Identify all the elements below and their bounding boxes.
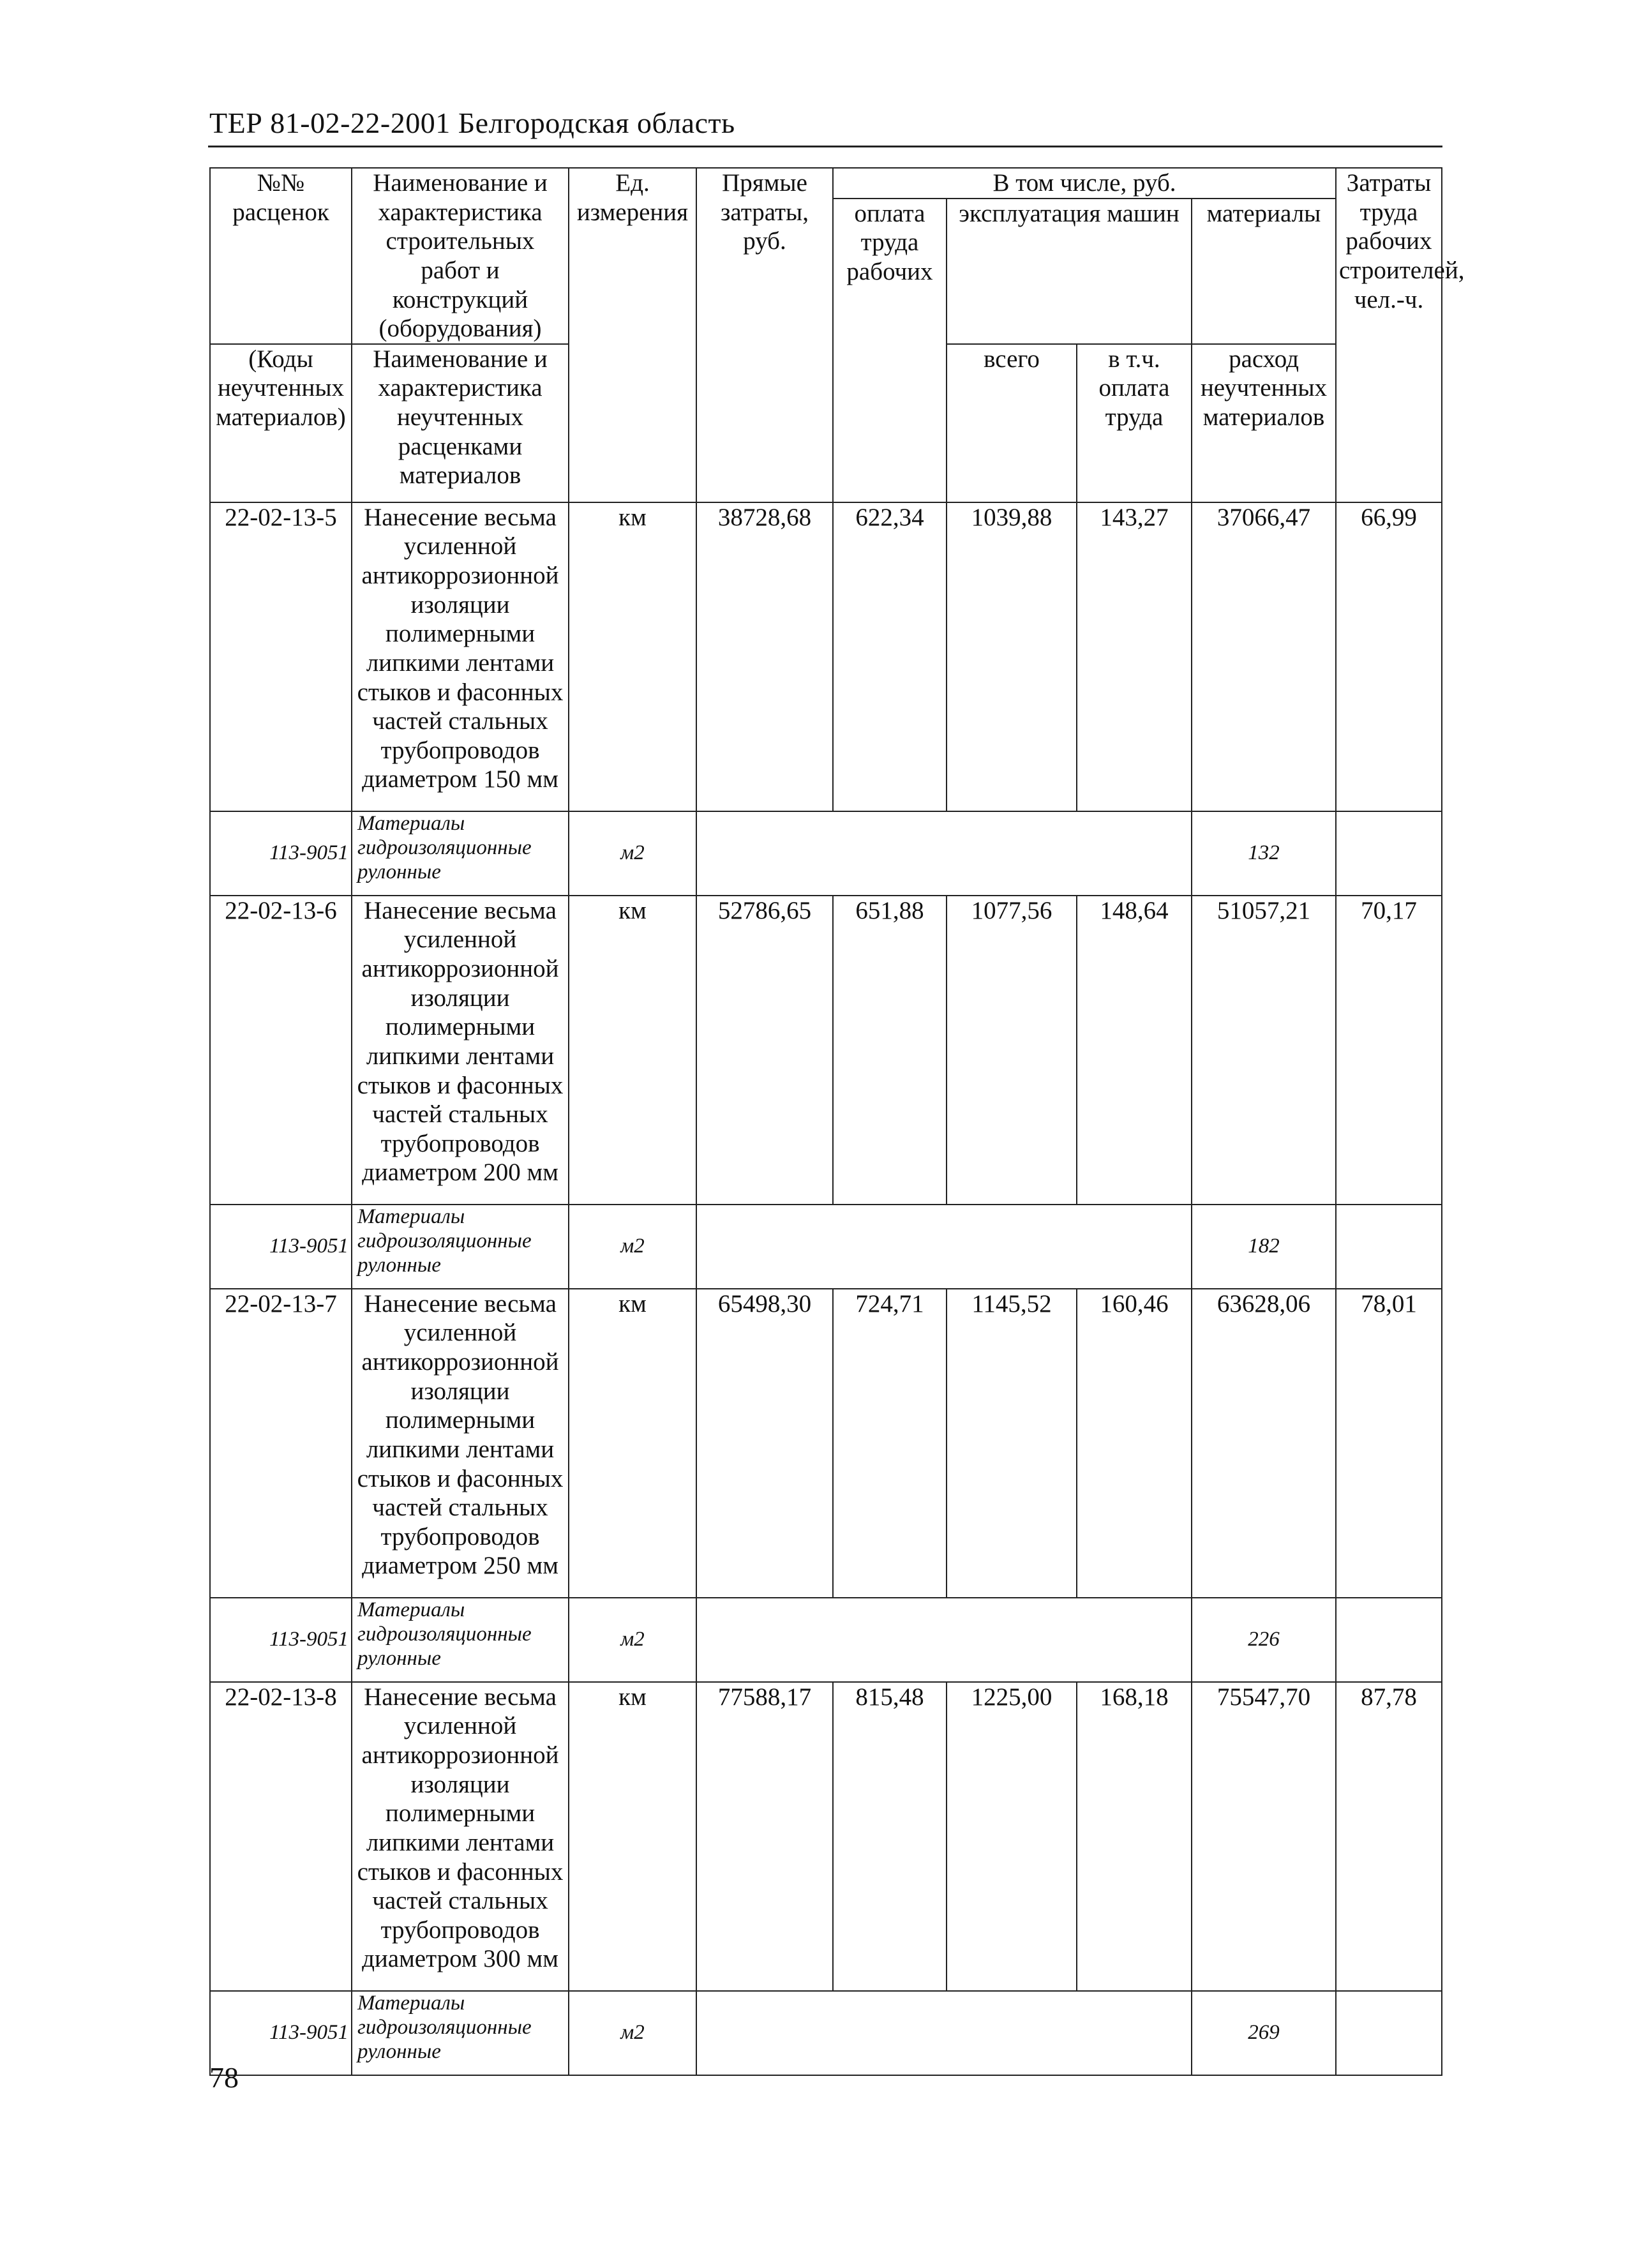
table-row — [210, 1289, 1442, 1598]
rate-code: 22-02-13-6 — [210, 896, 352, 1205]
header-machines: эксплуатация машин — [947, 199, 1192, 344]
material-amount: 132 — [1192, 811, 1336, 896]
material-name: Материалы гидроизоляционные рулонные — [352, 1205, 569, 1289]
header-including: В том числе, руб. — [833, 168, 1336, 199]
header-materials-consumption: расход неучтенных материалов — [1192, 344, 1336, 502]
material-amount: 226 — [1192, 1598, 1336, 1682]
material-name: Материалы гидроизоляционные рулонные — [352, 1598, 569, 1682]
wages: 815,48 — [833, 1682, 947, 1991]
rate-code: 22-02-13-8 — [210, 1682, 352, 1991]
table-row — [210, 896, 1442, 1205]
labor-costs: 70,17 — [1336, 896, 1442, 1205]
material-code: 113-9051 — [210, 1205, 352, 1289]
material-blank — [1336, 1205, 1442, 1289]
labor-costs: 66,99 — [1336, 502, 1442, 811]
material-blank — [1336, 811, 1442, 896]
header-material-codes: (Коды неучтенных материалов) — [210, 344, 352, 502]
machines-total: 1077,56 — [947, 896, 1077, 1205]
header-materials: материалы — [1192, 199, 1336, 344]
material-code: 113-9051 — [210, 1991, 352, 2075]
direct-costs: 65498,30 — [696, 1289, 833, 1598]
table-row — [210, 1682, 1442, 1991]
rates-table — [209, 167, 1465, 2076]
machines-wages: 148,64 — [1077, 896, 1192, 1205]
machines-total: 1039,88 — [947, 502, 1077, 811]
work-name: Нанесение весьма усиленной антикоррозионной изоляции полимерными липкими лентами стыков и фасонных частей стальных трубопроводов диаметром 250 мм — [352, 1289, 569, 1598]
material-row — [210, 1598, 1442, 1682]
direct-costs: 38728,68 — [696, 502, 833, 811]
header-material-names: Наименование и характеристика неучтенных расценками материалов — [352, 344, 569, 502]
material-unit: м2 — [569, 1598, 696, 1682]
material-blank — [1336, 1598, 1442, 1682]
materials: 75547,70 — [1192, 1682, 1336, 1991]
header-work-name: Наименование и характеристика строительных работ и конструкций (оборудования) — [352, 168, 569, 344]
unit: км — [569, 1289, 696, 1598]
labor-costs: 87,78 — [1336, 1682, 1442, 1991]
header-rate-number: №№ расценок — [210, 168, 352, 344]
material-blank — [696, 811, 1192, 896]
wages: 724,71 — [833, 1289, 947, 1598]
wages: 651,88 — [833, 896, 947, 1205]
direct-costs: 77588,17 — [696, 1682, 833, 1991]
direct-costs: 52786,65 — [696, 896, 833, 1205]
material-blank — [696, 1205, 1192, 1289]
material-amount: 182 — [1192, 1205, 1336, 1289]
machines-wages: 160,46 — [1077, 1289, 1192, 1598]
material-code: 113-9051 — [210, 811, 352, 896]
labor-costs: 78,01 — [1336, 1289, 1442, 1598]
work-name: Нанесение весьма усиленной антикоррозионной изоляции полимерными липкими лентами стыков и фасонных частей стальных трубопроводов диаметром 150 мм — [352, 502, 569, 811]
table-header-row — [210, 168, 1442, 199]
header-unit: Ед. измерения — [569, 168, 696, 502]
unit: км — [569, 896, 696, 1205]
materials: 51057,21 — [1192, 896, 1336, 1205]
header-wages: оплата труда рабочих — [833, 199, 947, 502]
material-blank — [696, 1598, 1192, 1682]
header-machines-wages: в т.ч. оплата труда — [1077, 344, 1192, 502]
page-number: 78 — [209, 2061, 239, 2094]
material-unit: м2 — [569, 1991, 696, 2075]
document-title: ТЕР 81-02-22-2001 Белгородская область — [209, 107, 735, 139]
material-name: Материалы гидроизоляционные рулонные — [352, 1991, 569, 2075]
material-blank — [696, 1991, 1192, 2075]
materials: 37066,47 — [1192, 502, 1336, 811]
header-labor-costs: Затраты труда рабочих строителей, чел.-ч. — [1336, 168, 1442, 502]
material-code: 113-9051 — [210, 1598, 352, 1682]
material-row — [210, 1991, 1442, 2075]
machines-total: 1145,52 — [947, 1289, 1077, 1598]
material-amount: 269 — [1192, 1991, 1336, 2075]
machines-wages: 143,27 — [1077, 502, 1192, 811]
wages: 622,34 — [833, 502, 947, 811]
rate-code: 22-02-13-5 — [210, 502, 352, 811]
table-row — [210, 502, 1442, 811]
header-divider — [208, 146, 1442, 147]
work-name: Нанесение весьма усиленной антикоррозионной изоляции полимерными липкими лентами стыков и фасонных частей стальных трубопроводов диаметром 200 мм — [352, 896, 569, 1205]
header-direct-costs: Прямые затраты, руб. — [696, 168, 833, 502]
rate-code: 22-02-13-7 — [210, 1289, 352, 1598]
unit: км — [569, 1682, 696, 1991]
material-blank — [1336, 1991, 1442, 2075]
work-name: Нанесение весьма усиленной антикоррозионной изоляции полимерными липкими лентами стыков и фасонных частей стальных трубопроводов диаметром 300 мм — [352, 1682, 569, 1991]
header-machines-total: всего — [947, 344, 1077, 502]
machines-total: 1225,00 — [947, 1682, 1077, 1991]
materials: 63628,06 — [1192, 1289, 1336, 1598]
material-row — [210, 1205, 1442, 1289]
unit: км — [569, 502, 696, 811]
material-name: Материалы гидроизоляционные рулонные — [352, 811, 569, 896]
machines-wages: 168,18 — [1077, 1682, 1192, 1991]
material-row — [210, 811, 1442, 896]
material-unit: м2 — [569, 811, 696, 896]
material-unit: м2 — [569, 1205, 696, 1289]
